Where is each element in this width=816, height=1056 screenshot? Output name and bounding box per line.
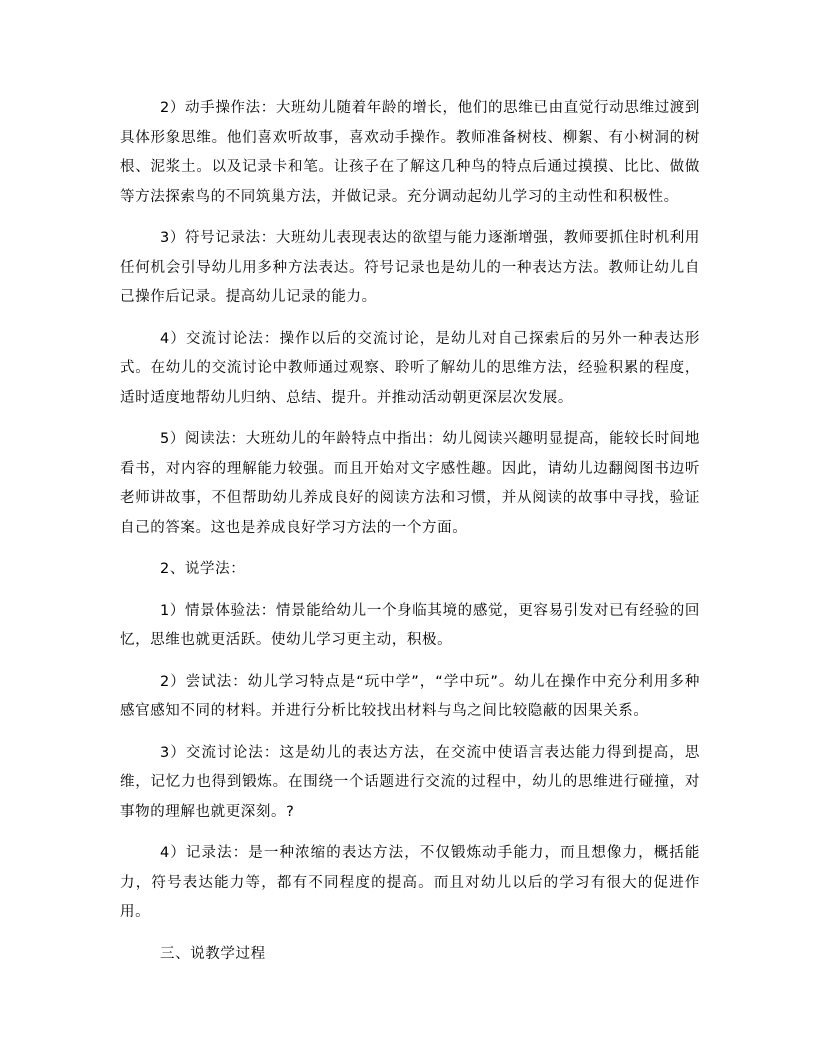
section-heading-teaching-process: 三、说教学过程 bbox=[160, 945, 266, 962]
document-page bbox=[120, 94, 700, 969]
paragraph-exchange-discussion-method: 3）交流讨论法：这是幼儿的表达方法，在交流中使语言表达能力得到提高，思维，记忆力也得到锻炼。在围绕一个话题进行交流的过程中，幼儿的思维进行碰撞，对事物的理解也就更深刻。? bbox=[120, 744, 700, 820]
paragraph-recording-method: 4）记录法：是一种浓缩的表达方法，不仅锻炼动手能力，而且想像力，概括能力，符号表达能力等，都有不同程度的提高。而且对幼儿以后的学习有很大的促进作用。 bbox=[120, 845, 700, 920]
paragraph-scenario-method: 1）情景体验法：情景能给幼儿一个身临其境的感觉，更容易引发对已有经验的回忆，思维也就更活跃。使幼儿学习更主动，积极。 bbox=[120, 602, 700, 648]
paragraph-symbol-recording-method: 3）符号记录法：大班幼儿表现表达的欲望与能力逐渐增强，教师要抓住时机利用任何机会引导幼儿用多种方法表达。符号记录也是幼儿的一种表达方法。教师让幼儿自己操作后记录。提高幼儿记录的能力。 bbox=[120, 230, 700, 305]
section-heading-learning-methods: 2、说学法： bbox=[160, 561, 246, 577]
paragraph-discussion-method: 4）交流讨论法：操作以后的交流讨论，是幼儿对自己探索后的另外一种表达形式。在幼儿的交流讨论中教师通过观察、聆听了解幼儿的思维方法，经验积累的程度，适时适度地帮幼儿归纳、总结、提升。并推动活动朝更深层次发展。 bbox=[120, 330, 700, 406]
paragraph-trial-method: 2）尝试法：幼儿学习特点是“玩中学”，“学中玩”。幼儿在操作中充分利用多种感官感知不同的材料。并进行分析比较找出材料与鸟之间比较隐蔽的因果关系。 bbox=[120, 673, 700, 719]
paragraph-hands-on-method: 2）动手操作法：大班幼儿随着年龄的增长，他们的思维已由直觉行动思维过渡到具体形象思维。他们喜欢听故事，喜欢动手操作。教师准备树枝、柳絮、有小树洞的树根、泥浆土。以及记录卡和笔。让孩子在了解这几种鸟的特点后通过摸摸、比比、做做等方法探索鸟的不同筑巢方法，并做记录。充分调动起幼儿学习的主动性和积极性。 bbox=[120, 100, 700, 205]
paragraph-reading-method: 5）阅读法：大班幼儿的年龄特点中指出：幼儿阅读兴趣明显提高，能较长时间地看书，对内容的理解能力较强。而且开始对文字感性趣。因此，请幼儿边翻阅图书边听老师讲故事，不但帮助幼儿养成良好的阅读方法和习惯，并从阅读的故事中寻找，验证自己的答案。这也是养成良好学习方法的一个方面。 bbox=[120, 431, 700, 536]
